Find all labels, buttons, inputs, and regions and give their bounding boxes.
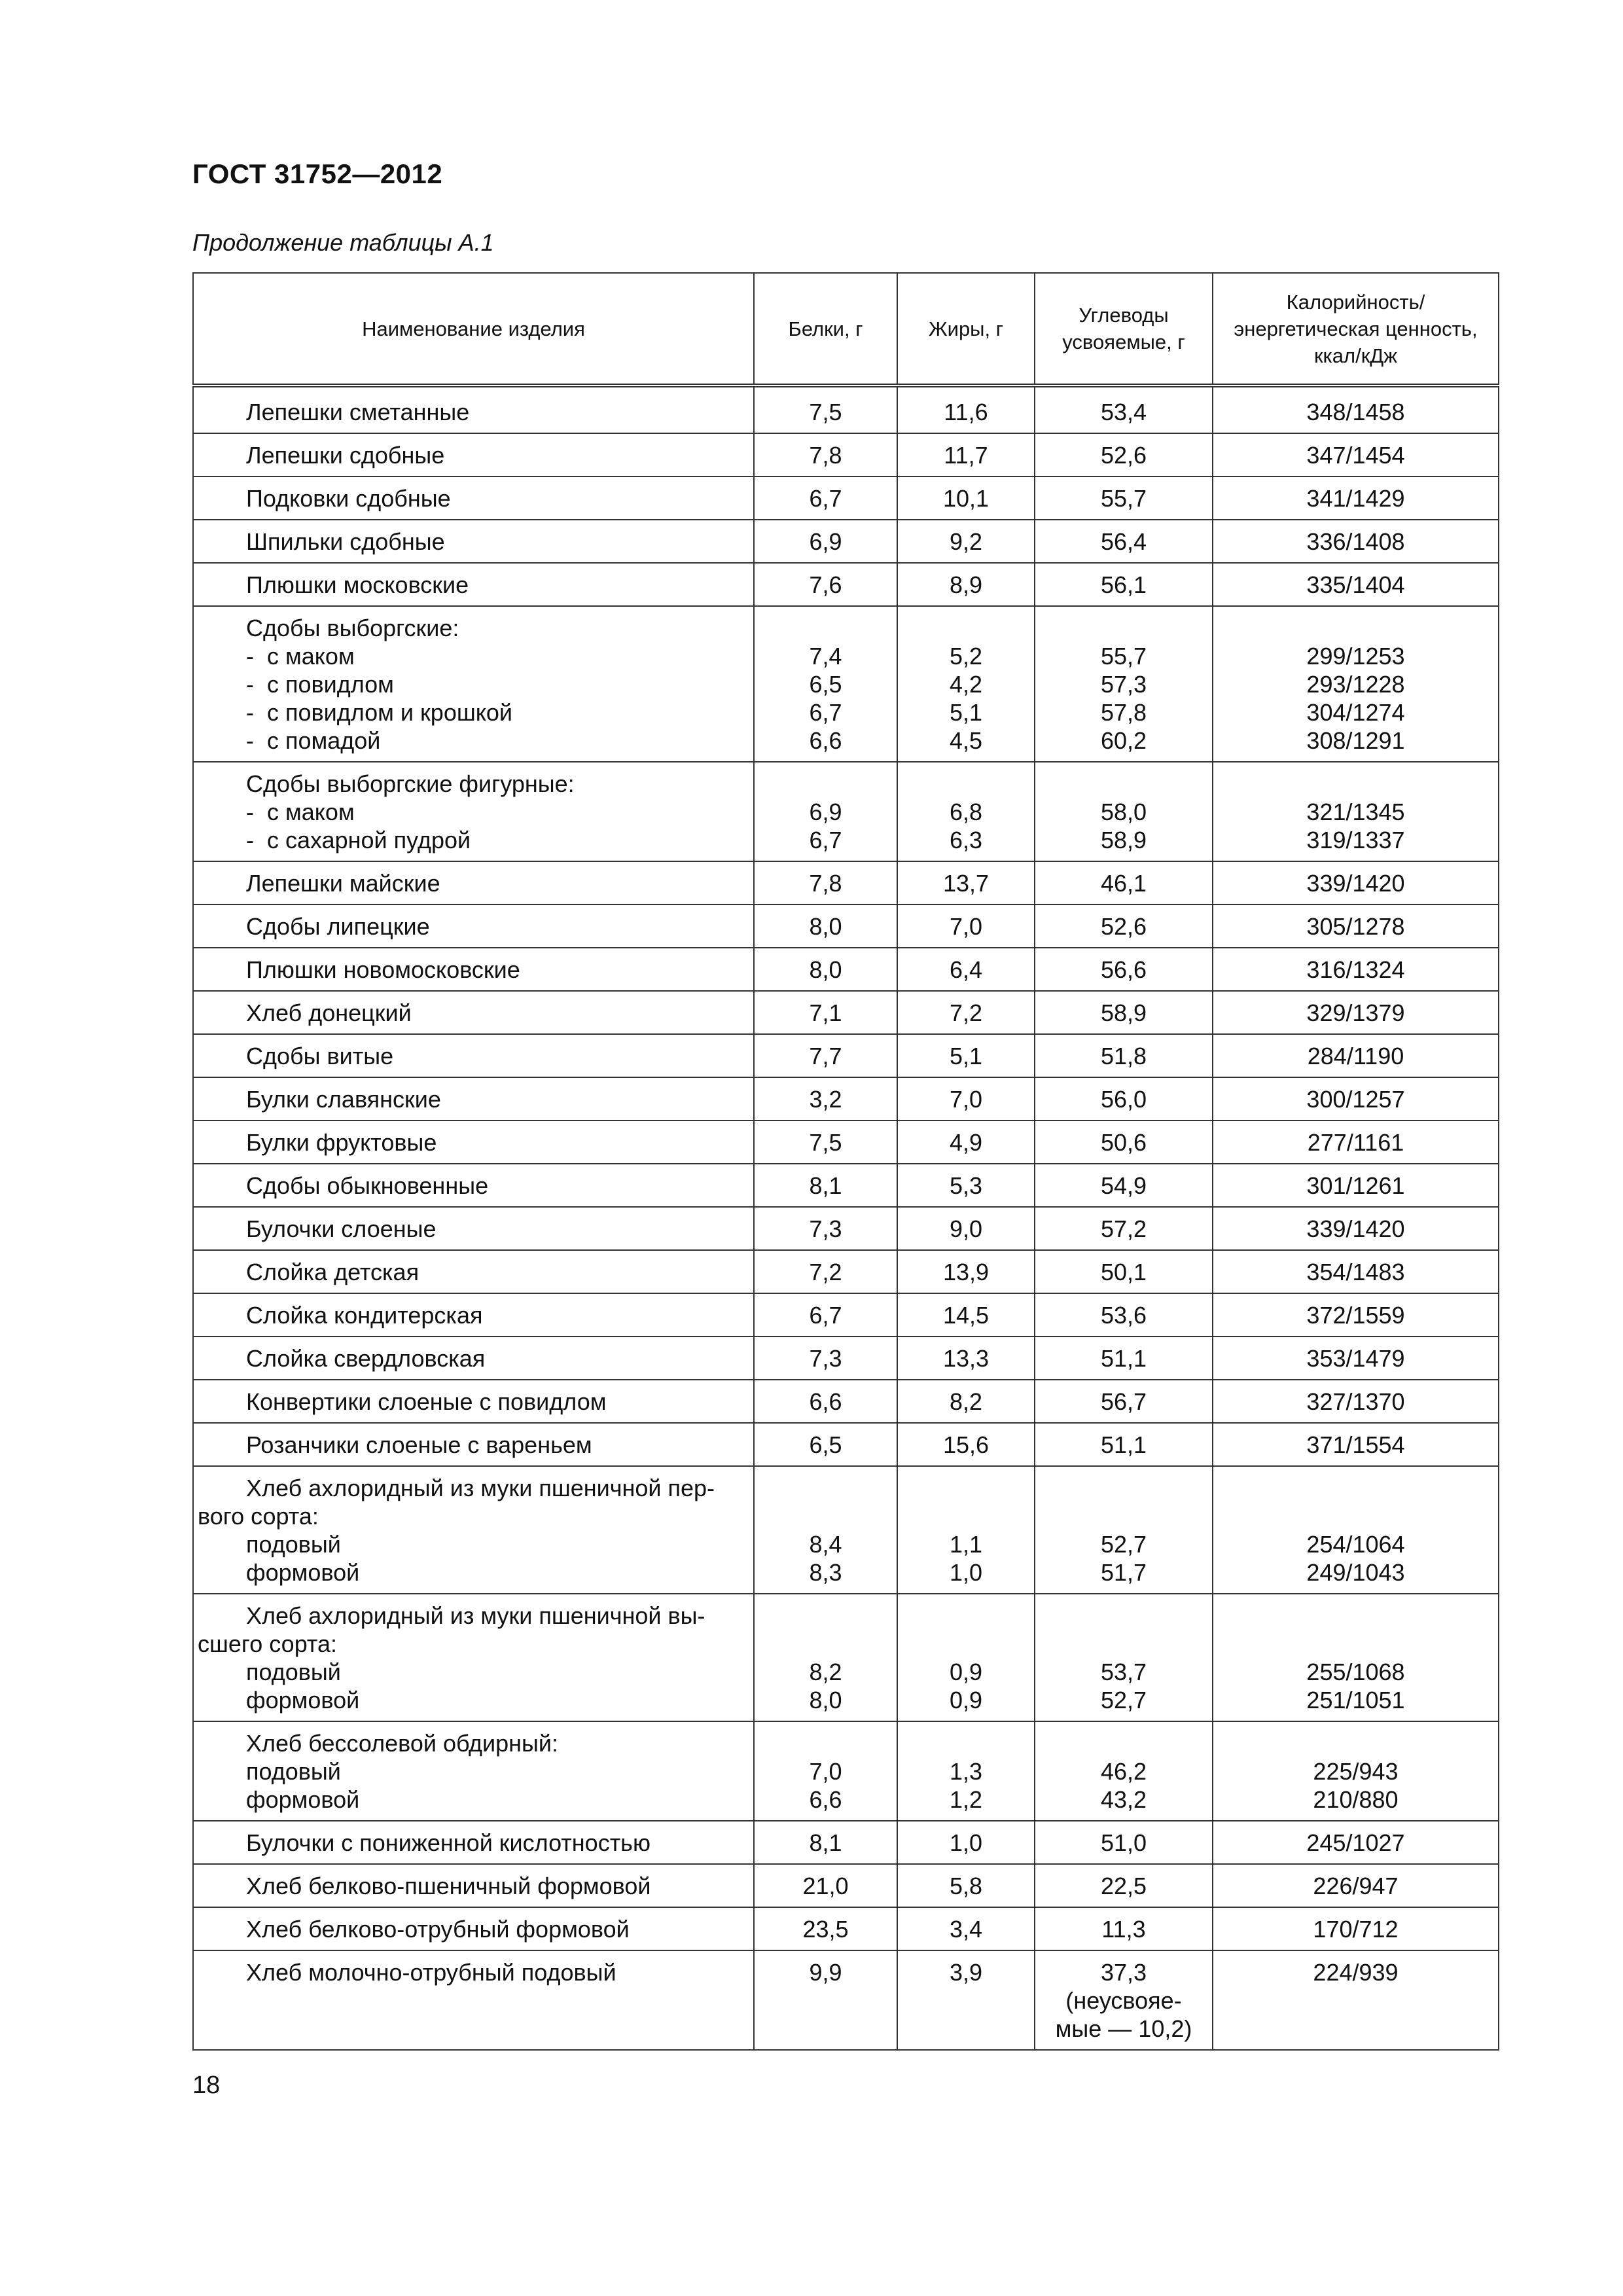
- product-name: Булочки с пониженной кислотностью: [193, 1821, 754, 1864]
- fat-value: 13,9: [897, 1250, 1035, 1293]
- protein-value: 8,0: [754, 905, 897, 948]
- energy-value: 277/1161: [1213, 1121, 1499, 1164]
- energy-value: 327/1370: [1213, 1380, 1499, 1423]
- protein-value: 7,8: [754, 433, 897, 476]
- table-row-group: [193, 1594, 1499, 1721]
- nutrition-table: [192, 272, 1499, 2051]
- fat-value: 8,2: [897, 1380, 1035, 1423]
- product-name: Плюшки новомосковские: [193, 948, 754, 991]
- document-title: ГОСТ 31752—2012: [192, 158, 443, 189]
- protein-value: 7,5: [754, 1121, 897, 1164]
- product-name: Сдобы липецкие: [193, 905, 754, 948]
- group-title: Сдобы выборгские:: [246, 615, 459, 641]
- product-name: Слойка детская: [193, 1250, 754, 1293]
- product-name: Подковки сдобные: [193, 476, 754, 520]
- energy-value: 300/1257: [1213, 1077, 1499, 1121]
- table-row: [193, 948, 1499, 991]
- product-name: Слойка свердловская: [193, 1336, 754, 1380]
- energy-value: 301/1261: [1213, 1164, 1499, 1207]
- column-header-energy: Калорийность/ энергетическая ценность, ккал/кДж: [1213, 273, 1499, 386]
- table-header-row: [193, 273, 1499, 386]
- protein-value: 7,8: [754, 861, 897, 905]
- carbs-value: 56,0: [1035, 1077, 1213, 1121]
- carbs-value: 58,9: [1035, 991, 1213, 1034]
- carbs-values: 46,2 43,2: [1035, 1721, 1213, 1821]
- table-row: [193, 1907, 1499, 1950]
- carbs-value: 54,9: [1035, 1164, 1213, 1207]
- carbs-values: 55,7 57,3 57,8 60,2: [1035, 606, 1213, 762]
- table-row: [193, 1864, 1499, 1907]
- variant-name: формовой: [246, 1687, 360, 1713]
- carbs-values: 53,7 52,7: [1035, 1594, 1213, 1721]
- table-row: [193, 1950, 1499, 2050]
- variant-name: подовый: [246, 1531, 341, 1558]
- product-group-name: [193, 1594, 754, 1721]
- table-row: [193, 476, 1499, 520]
- table-row: [193, 1293, 1499, 1336]
- carbs-value: 51,0: [1035, 1821, 1213, 1864]
- carbs-value: 22,5: [1035, 1864, 1213, 1907]
- product-group-name: [193, 1721, 754, 1821]
- protein-value: 7,2: [754, 1250, 897, 1293]
- energy-value: 347/1454: [1213, 433, 1499, 476]
- variant-name: - с маком: [246, 798, 355, 825]
- table-row-group: [193, 1721, 1499, 1821]
- fat-value: 11,7: [897, 433, 1035, 476]
- energy-value: 170/712: [1213, 1907, 1499, 1950]
- fat-value: 11,6: [897, 386, 1035, 433]
- fat-value: 14,5: [897, 1293, 1035, 1336]
- protein-value: 21,0: [754, 1864, 897, 1907]
- carbs-value: 37,3 (неусвояе- мые — 10,2): [1035, 1950, 1213, 2050]
- fat-value: 8,9: [897, 563, 1035, 606]
- table-row-group: [193, 606, 1499, 762]
- column-header-name: Наименование изделия: [193, 273, 754, 386]
- protein-value: 3,2: [754, 1077, 897, 1121]
- variant-name: подовый: [246, 1758, 341, 1785]
- energy-value: 224/939: [1213, 1950, 1499, 2050]
- table-row: [193, 991, 1499, 1034]
- product-name: Плюшки московские: [193, 563, 754, 606]
- fat-values: 1,1 1,0: [897, 1466, 1035, 1594]
- column-header-fat: Жиры, г: [897, 273, 1035, 386]
- fat-values: 6,8 6,3: [897, 762, 1035, 861]
- energy-value: 354/1483: [1213, 1250, 1499, 1293]
- table-caption: Продолжение таблицы А.1: [192, 229, 494, 256]
- table-row: [193, 1207, 1499, 1250]
- carbs-value: 51,1: [1035, 1423, 1213, 1466]
- energy-value: 329/1379: [1213, 991, 1499, 1034]
- product-group-name: [193, 762, 754, 861]
- carbs-value: 56,1: [1035, 563, 1213, 606]
- energy-value: 339/1420: [1213, 1207, 1499, 1250]
- product-name: Розанчики слоеные с вареньем: [193, 1423, 754, 1466]
- fat-value: 9,0: [897, 1207, 1035, 1250]
- fat-value: 5,1: [897, 1034, 1035, 1077]
- table-row: [193, 563, 1499, 606]
- table-row: [193, 1121, 1499, 1164]
- carbs-value: 52,6: [1035, 433, 1213, 476]
- group-title: Хлеб ахлоридный из муки пшеничной пер-: [246, 1475, 715, 1501]
- fat-value: 10,1: [897, 476, 1035, 520]
- protein-values: 7,4 6,5 6,7 6,6: [754, 606, 897, 762]
- fat-value: 1,0: [897, 1821, 1035, 1864]
- product-name: Хлеб молочно-отрубный подовый: [193, 1950, 754, 2050]
- fat-value: 13,3: [897, 1336, 1035, 1380]
- protein-value: 7,5: [754, 386, 897, 433]
- table-row: [193, 1164, 1499, 1207]
- product-group-name: [193, 606, 754, 762]
- product-name: Хлеб белково-отрубный формовой: [193, 1907, 754, 1950]
- variant-name: - с маком: [246, 643, 355, 670]
- carbs-values: 58,0 58,9: [1035, 762, 1213, 861]
- energy-values: 299/1253 293/1228 304/1274 308/1291: [1213, 606, 1499, 762]
- fat-values: 0,9 0,9: [897, 1594, 1035, 1721]
- carbs-value: 57,2: [1035, 1207, 1213, 1250]
- product-name: Хлеб белково-пшеничный формовой: [193, 1864, 754, 1907]
- table-row: [193, 1336, 1499, 1380]
- protein-value: 8,1: [754, 1821, 897, 1864]
- product-name: Конвертики слоеные с повидлом: [193, 1380, 754, 1423]
- protein-value: 6,5: [754, 1423, 897, 1466]
- carbs-value: 53,4: [1035, 386, 1213, 433]
- protein-value: 23,5: [754, 1907, 897, 1950]
- energy-values: 254/1064 249/1043: [1213, 1466, 1499, 1594]
- table-row: [193, 386, 1499, 433]
- fat-value: 6,4: [897, 948, 1035, 991]
- protein-values: 8,2 8,0: [754, 1594, 897, 1721]
- variant-name: - с повидлом: [246, 671, 394, 698]
- fat-value: 7,0: [897, 1077, 1035, 1121]
- energy-value: 372/1559: [1213, 1293, 1499, 1336]
- table-row: [193, 1380, 1499, 1423]
- group-title-continuation: сшего сорта:: [198, 1630, 338, 1657]
- carbs-value: 56,4: [1035, 520, 1213, 563]
- product-name: Слойка кондитерская: [193, 1293, 754, 1336]
- product-name: Булки славянские: [193, 1077, 754, 1121]
- energy-value: 336/1408: [1213, 520, 1499, 563]
- energy-value: 226/947: [1213, 1864, 1499, 1907]
- fat-value: 15,6: [897, 1423, 1035, 1466]
- carbs-value: 53,6: [1035, 1293, 1213, 1336]
- fat-value: 13,7: [897, 861, 1035, 905]
- table-row: [193, 861, 1499, 905]
- fat-value: 7,0: [897, 905, 1035, 948]
- product-name: Сдобы обыкновенные: [193, 1164, 754, 1207]
- variant-name: - с повидлом и крошкой: [246, 699, 513, 726]
- table-row-group: [193, 762, 1499, 861]
- energy-value: 335/1404: [1213, 563, 1499, 606]
- energy-values: 225/943 210/880: [1213, 1721, 1499, 1821]
- protein-value: 6,7: [754, 1293, 897, 1336]
- carbs-value: 56,7: [1035, 1380, 1213, 1423]
- energy-value: 305/1278: [1213, 905, 1499, 948]
- variant-name: формовой: [246, 1786, 360, 1813]
- energy-values: 255/1068 251/1051: [1213, 1594, 1499, 1721]
- table-row: [193, 433, 1499, 476]
- group-title-continuation: вого сорта:: [198, 1503, 319, 1530]
- table-row: [193, 520, 1499, 563]
- protein-values: 7,0 6,6: [754, 1721, 897, 1821]
- energy-value: 284/1190: [1213, 1034, 1499, 1077]
- product-name: Булки фруктовые: [193, 1121, 754, 1164]
- energy-value: 316/1324: [1213, 948, 1499, 991]
- protein-value: 7,7: [754, 1034, 897, 1077]
- protein-value: 8,0: [754, 948, 897, 991]
- column-header-carbs: Углеводы усвояемые, г: [1035, 273, 1213, 386]
- table-row: [193, 1034, 1499, 1077]
- variant-name: - с помадой: [246, 727, 381, 754]
- fat-values: 5,2 4,2 5,1 4,5: [897, 606, 1035, 762]
- energy-value: 353/1479: [1213, 1336, 1499, 1380]
- variant-name: подовый: [246, 1659, 341, 1685]
- product-group-name: [193, 1466, 754, 1594]
- energy-value: 339/1420: [1213, 861, 1499, 905]
- energy-value: 371/1554: [1213, 1423, 1499, 1466]
- table-row: [193, 1821, 1499, 1864]
- column-header-protein: Белки, г: [754, 273, 897, 386]
- protein-value: 7,1: [754, 991, 897, 1034]
- carbs-value: 50,1: [1035, 1250, 1213, 1293]
- carbs-value: 50,6: [1035, 1121, 1213, 1164]
- table-row: [193, 1423, 1499, 1466]
- protein-value: 6,7: [754, 476, 897, 520]
- group-title: Сдобы выборгские фигурные:: [246, 770, 575, 797]
- protein-value: 7,3: [754, 1207, 897, 1250]
- table-row: [193, 1250, 1499, 1293]
- product-name: Лепешки сдобные: [193, 433, 754, 476]
- protein-value: 9,9: [754, 1950, 897, 2050]
- protein-value: 8,1: [754, 1164, 897, 1207]
- carbs-value: 51,8: [1035, 1034, 1213, 1077]
- product-name: Сдобы витые: [193, 1034, 754, 1077]
- energy-value: 245/1027: [1213, 1821, 1499, 1864]
- fat-value: 9,2: [897, 520, 1035, 563]
- table-row: [193, 905, 1499, 948]
- protein-value: 7,3: [754, 1336, 897, 1380]
- group-title: Хлеб бессолевой обдирный:: [246, 1730, 559, 1757]
- protein-value: 6,9: [754, 520, 897, 563]
- carbs-value: 52,6: [1035, 905, 1213, 948]
- energy-value: 341/1429: [1213, 476, 1499, 520]
- variant-name: формовой: [246, 1559, 360, 1586]
- protein-values: 8,4 8,3: [754, 1466, 897, 1594]
- carbs-value: 55,7: [1035, 476, 1213, 520]
- product-name: Булочки слоеные: [193, 1207, 754, 1250]
- fat-values: 1,3 1,2: [897, 1721, 1035, 1821]
- energy-value: 348/1458: [1213, 386, 1499, 433]
- carbs-value: 56,6: [1035, 948, 1213, 991]
- protein-value: 7,6: [754, 563, 897, 606]
- table-row-group: [193, 1466, 1499, 1594]
- page-number: 18: [192, 2072, 221, 2099]
- fat-value: 3,9: [897, 1950, 1035, 2050]
- carbs-value: 51,1: [1035, 1336, 1213, 1380]
- product-name: Лепешки сметанные: [193, 386, 754, 433]
- variant-name: - с сахарной пудрой: [246, 827, 471, 853]
- protein-value: 6,6: [754, 1380, 897, 1423]
- fat-value: 5,8: [897, 1864, 1035, 1907]
- group-title: Хлеб ахлоридный из муки пшеничной вы-: [246, 1602, 705, 1629]
- product-name: Шпильки сдобные: [193, 520, 754, 563]
- fat-value: 7,2: [897, 991, 1035, 1034]
- protein-values: 6,9 6,7: [754, 762, 897, 861]
- product-name: Хлеб донецкий: [193, 991, 754, 1034]
- carbs-values: 52,7 51,7: [1035, 1466, 1213, 1594]
- carbs-value: 11,3: [1035, 1907, 1213, 1950]
- fat-value: 4,9: [897, 1121, 1035, 1164]
- table-row: [193, 1077, 1499, 1121]
- energy-values: 321/1345 319/1337: [1213, 762, 1499, 861]
- product-name: Лепешки майские: [193, 861, 754, 905]
- carbs-value: 46,1: [1035, 861, 1213, 905]
- fat-value: 3,4: [897, 1907, 1035, 1950]
- fat-value: 5,3: [897, 1164, 1035, 1207]
